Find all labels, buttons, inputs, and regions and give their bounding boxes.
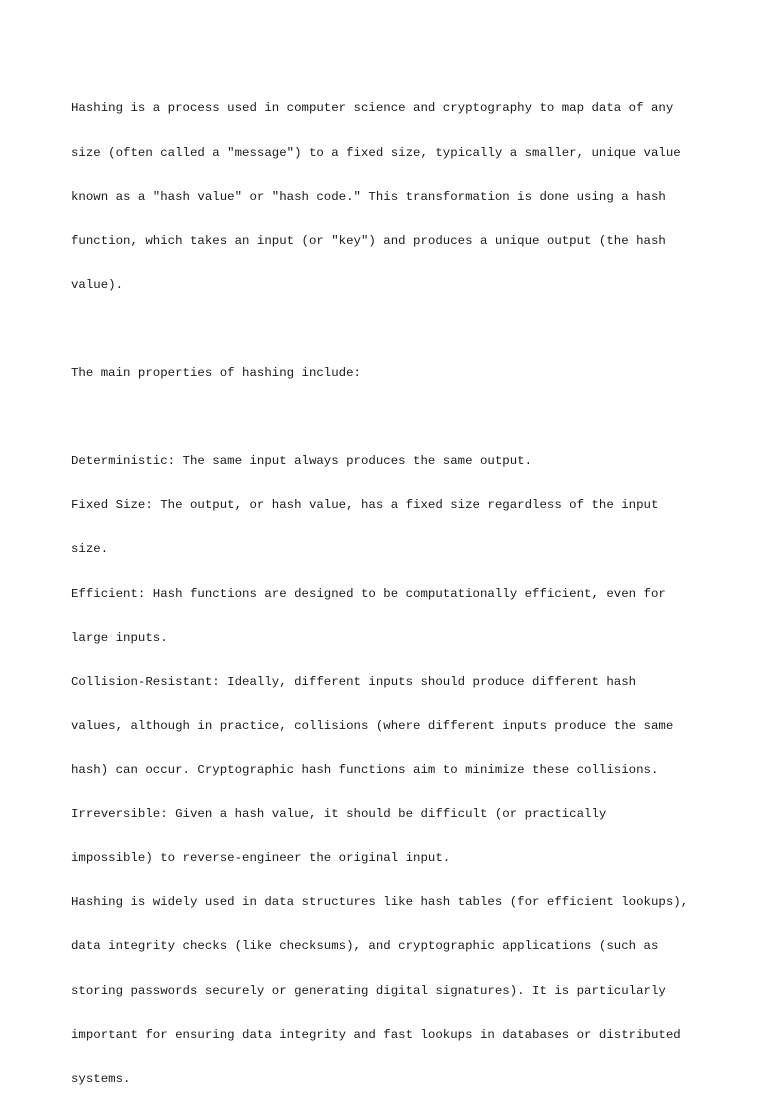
text-line: impossible) to reverse-engineer the original input.	[71, 851, 451, 866]
text-line: size.	[71, 542, 109, 557]
paragraph-spacer	[71, 410, 721, 425]
paragraph-spacer	[71, 322, 721, 337]
document-body	[71, 72, 721, 1116]
text-line: Efficient: Hash functions are designed to be computationally efficient, even for	[71, 586, 666, 601]
text-line: important for ensuring data integrity and fast lookups in databases or distributed	[71, 1027, 681, 1042]
text-line: values, although in practice, collisions (where different inputs produce the same	[71, 718, 674, 733]
text-line: large inputs.	[71, 630, 168, 645]
text-line: Fixed Size: The output, or hash value, has a fixed size regardless of the input	[71, 498, 659, 513]
text-line: known as a "hash value" or "hash code." This transformation is done using a hash	[71, 189, 666, 204]
text-line: Irreversible: Given a hash value, it should be difficult (or practically	[71, 807, 607, 822]
text-line: The main properties of hashing include:	[71, 366, 361, 381]
text-line: function, which takes an input (or "key") and produces a unique output (the hash	[71, 233, 666, 248]
properties-heading	[71, 337, 721, 411]
text-line: value).	[71, 277, 124, 292]
intro-paragraph	[71, 72, 721, 322]
text-line: systems.	[71, 1071, 131, 1086]
text-line: size (often called a "message") to a fixed size, typically a smaller, unique value	[71, 145, 681, 160]
text-line: data integrity checks (like checksums), and cryptographic applications (such as	[71, 939, 659, 954]
text-line: Hashing is widely used in data structures like hash tables (for efficient lookups),	[71, 895, 689, 910]
text-line: Deterministic: The same input always produces the same output.	[71, 454, 533, 469]
text-line: Collision-Resistant: Ideally, different inputs should produce different hash	[71, 674, 637, 689]
text-line: storing passwords securely or generating digital signatures). It is particularly	[71, 983, 666, 998]
text-line: hash) can occur. Cryptographic hash functions aim to minimize these collisions.	[71, 763, 659, 778]
properties-paragraph	[71, 425, 721, 1116]
text-line: Hashing is a process used in computer science and cryptography to map data of any	[71, 101, 674, 116]
